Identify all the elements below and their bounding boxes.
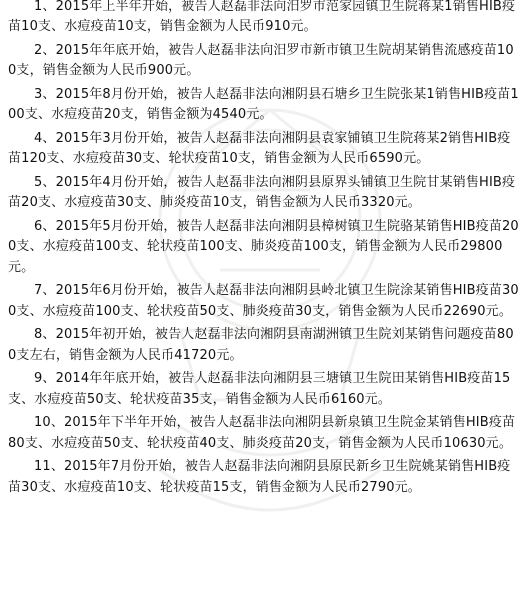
document-body — [8, 0, 522, 501]
paragraph-9: 9、2014年年底开始，被告人赵磊非法向湘阴县三塘镇卫生院田某销售HIB疫苗15支、水痘疫苗50支、轮状疫苗35支，销售金额为人民币6160元。 — [8, 371, 511, 407]
paragraph-2: 2、2015年年底开始，被告人赵磊非法向汨罗市新市镇卫生院胡某销售流感疫苗100支，销售金额为人民币900元。 — [8, 43, 514, 79]
paragraph-10: 10、2015年下半年开始，被告人赵磊非法向湘阴县新泉镇卫生院金某销售HIB疫苗80支、水痘疫苗50支、轮状疫苗40支、肺炎疫苗20支，销售金额为人民币10630元。 — [8, 415, 516, 451]
paragraph-3: 3、2015年8月份开始，被告人赵磊非法向湘阴县石塘乡卫生院张某1销售HIB疫苗100支、水痘疫苗20支，销售金额为4540元。 — [8, 87, 519, 123]
paragraph-4: 4、2015年3月份开始，被告人赵磊非法向湘阴县袁家铺镇卫生院蒋某2销售HIB疫苗120支、水痘疫苗30支、轮状疫苗10支，销售金额为人民币6590元。 — [8, 131, 511, 167]
paragraph-1: 1、2015年上半年开始，被告人赵磊非法向汨罗市范家园镇卫生院蒋某1销售HIB疫苗10支、水痘疫苗10支，销售金额为人民币910元。 — [8, 0, 516, 35]
paragraph-11: 11、2015年7月份开始，被告人赵磊非法向湘阴县原民新乡卫生院姚某销售HIB疫苗30支、水痘疫苗10支、轮状疫苗15支，销售金额为人民币2790元。 — [8, 459, 511, 495]
paragraph-8: 8、2015年初开始，被告人赵磊非法向湘阴县南湖洲镇卫生院刘某销售问题疫苗800支左右，销售金额为人民币41720元。 — [8, 327, 514, 363]
paragraph-7: 7、2015年6月份开始，被告人赵磊非法向湘阴县岭北镇卫生院涂某销售HIB疫苗300支、水痘疫苗100支、轮状疫苗50支、肺炎疫苗30支，销售金额为人民币22690元。 — [8, 283, 519, 319]
paragraph-5: 5、2015年4月份开始，被告人赵磊非法向湘阴县原界头铺镇卫生院甘某销售HIB疫苗20支、水痘疫苗30支、肺炎疫苗10支，销售金额为人民币3320元。 — [8, 175, 516, 211]
paragraph-6: 6、2015年5月份开始，被告人赵磊非法向湘阴县樟树镇卫生院骆某销售HIB疫苗200支、水痘疫苗100支、轮状疫苗100支、肺炎疫苗100支，销售金额为人民币29800元。 — [8, 219, 519, 275]
